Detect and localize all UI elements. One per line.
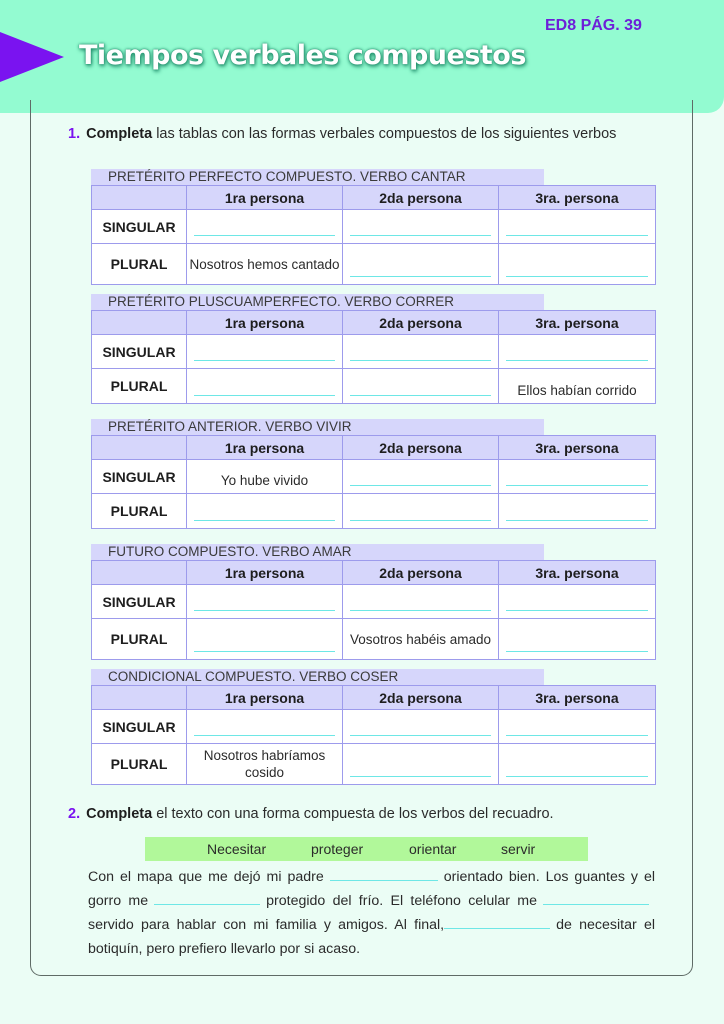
instruction-verb: Completa [86,806,153,822]
table-row-singular [92,710,656,744]
answer-cell[interactable] [343,494,499,529]
column-header: 2da persona [343,561,499,585]
answer-blank[interactable] [506,485,648,486]
page-title: Tiempos verbales compuestos [79,40,526,71]
answer-cell[interactable] [343,210,499,244]
answer-blank[interactable] [506,735,648,736]
answer-blank[interactable] [506,276,648,277]
answer-cell[interactable] [343,460,499,494]
answer-blank[interactable] [350,610,491,611]
row-label: SINGULAR [92,585,187,619]
answer-cell[interactable] [343,369,499,404]
answer-blank[interactable] [194,395,335,396]
instruction-text: el texto con una forma compuesta de los verbos del recuadro. [156,806,554,822]
table-title: FUTURO COMPUESTO. VERBO AMAR [91,544,544,560]
example-answer-text: Yo hube vivido [220,473,309,488]
answer-cell[interactable] [343,744,499,785]
word-bank-item: Necesitar [207,841,267,857]
example-answer-text: Nosotros habríamos cosido [203,748,326,780]
answer-blank[interactable] [350,235,491,236]
answer-cell[interactable] [499,244,656,285]
arrow-icon [0,32,64,82]
answer-cell[interactable] [187,619,343,660]
word-bank-item: orientar [409,841,457,857]
column-header: 3ra. persona [499,186,656,210]
fill-in-paragraph [88,865,655,961]
answer-blank[interactable] [444,928,550,929]
table-title: PRETÉRITO PERFECTO COMPUESTO. VERBO CANTAR [91,169,544,185]
column-header: 1ra persona [187,186,343,210]
example-answer [499,369,656,404]
column-header: 3ra. persona [499,311,656,335]
answer-blank[interactable] [506,360,648,361]
word-bank-item: proteger [311,841,364,857]
instruction-verb: Completa [86,126,153,142]
column-header: 2da persona [343,686,499,710]
answer-blank[interactable] [350,735,491,736]
column-header: 2da persona [343,436,499,460]
answer-blank[interactable] [194,610,335,611]
column-header [92,561,187,585]
example-answer-text: Nosotros hemos cantado [189,256,340,272]
answer-cell[interactable] [187,494,343,529]
row-label: PLURAL [92,244,187,285]
answer-cell[interactable] [343,335,499,369]
table-row-singular [92,335,656,369]
answer-blank[interactable] [194,735,335,736]
column-header: 1ra persona [187,561,343,585]
conjugation-table [91,435,656,529]
table-row-singular [92,210,656,244]
answer-blank[interactable] [330,880,438,881]
word-bank-item: servir [501,841,536,857]
table-header-row [92,436,656,460]
answer-blank[interactable] [543,904,649,905]
row-label: SINGULAR [92,210,187,244]
paragraph-text: servido para hablar con mi familia y amigos. Al final, [88,917,445,933]
paragraph-text: protegido del frío. El teléfono celular me [266,893,537,909]
answer-cell[interactable] [499,585,656,619]
table-header-row [92,311,656,335]
table-header-row [92,686,656,710]
example-answer [187,244,343,285]
answer-cell[interactable] [187,335,343,369]
answer-blank[interactable] [350,276,491,277]
table-row-plural [92,619,656,660]
answer-cell[interactable] [343,244,499,285]
column-header [92,436,187,460]
table-row-plural [92,244,656,285]
row-label: PLURAL [92,744,187,785]
conjugation-table [91,560,656,660]
table-title: CONDICIONAL COMPUESTO. VERBO COSER [91,669,544,685]
answer-cell[interactable] [187,710,343,744]
row-label: SINGULAR [92,710,187,744]
instruction-text: las tablas con las formas verbales compuestos de los siguientes verbos [156,126,617,142]
column-header [92,686,187,710]
answer-cell[interactable] [499,210,656,244]
table-header-row [92,186,656,210]
answer-cell[interactable] [499,710,656,744]
answer-blank[interactable] [350,485,491,486]
answer-blank[interactable] [350,360,491,361]
column-header: 3ra. persona [499,436,656,460]
row-label: SINGULAR [92,335,187,369]
paragraph-text: orientado bien. Los guantes y el gorro me [88,869,655,909]
exercise-2-instruction [68,805,656,824]
page-reference: ED8 PÁG. 39 [545,17,642,34]
exercise-number: 1. [68,126,81,142]
answer-blank[interactable] [350,520,491,521]
answer-cell[interactable] [187,585,343,619]
column-header: 1ra persona [187,311,343,335]
conjugation-table [91,310,656,404]
answer-blank[interactable] [506,776,648,777]
exercise-1-instruction [68,125,677,144]
answer-cell[interactable] [499,619,656,660]
answer-blank[interactable] [506,610,648,611]
example-answer [187,744,343,785]
table-row-plural [92,744,656,785]
conjugation-table [91,685,656,785]
column-header: 2da persona [343,186,499,210]
example-answer-text: Ellos habían corrido [517,382,637,398]
answer-cell[interactable] [187,369,343,404]
column-header: 2da persona [343,311,499,335]
answer-cell[interactable] [187,210,343,244]
answer-blank[interactable] [194,235,335,236]
table-title: PRETÉRITO ANTERIOR. VERBO VIVIR [91,419,544,435]
column-header: 3ra. persona [499,561,656,585]
example-answer-text: Vosotros habéis amado [349,631,492,647]
paragraph-text: Con el mapa que me dejó mi padre [88,869,324,885]
answer-blank[interactable] [506,235,648,236]
answer-blank[interactable] [506,520,648,521]
example-answer [187,460,343,494]
example-answer [343,619,499,660]
answer-cell[interactable] [499,460,656,494]
column-header: 1ra persona [187,436,343,460]
answer-cell[interactable] [499,494,656,529]
table-title: PRETÉRITO PLUSCUAMPERFECTO. VERBO CORRER [91,294,544,310]
table-row-singular [92,460,656,494]
answer-cell[interactable] [343,710,499,744]
row-label: PLURAL [92,369,187,404]
answer-cell[interactable] [499,744,656,785]
column-header [92,186,187,210]
table-header-row [92,561,656,585]
answer-cell[interactable] [343,585,499,619]
answer-cell[interactable] [499,335,656,369]
table-row-plural [92,369,656,404]
row-label: PLURAL [92,494,187,529]
answer-blank[interactable] [350,776,491,777]
column-header: 1ra persona [187,686,343,710]
answer-blank[interactable] [194,651,335,652]
answer-blank[interactable] [194,520,335,521]
answer-blank[interactable] [194,360,335,361]
word-bank [145,837,588,861]
header-band [0,0,724,113]
table-row-singular [92,585,656,619]
table-row-plural [92,494,656,529]
conjugation-table [91,185,656,285]
paragraph-text: de necesitar el botiquín, pero prefiero llevarlo por si acaso. [88,917,655,957]
column-header: 3ra. persona [499,686,656,710]
exercise-number: 2. [68,806,81,822]
column-header [92,311,187,335]
answer-blank[interactable] [506,651,648,652]
answer-blank[interactable] [350,395,491,396]
row-label: PLURAL [92,619,187,660]
row-label: SINGULAR [92,460,187,494]
answer-blank[interactable] [154,904,260,905]
